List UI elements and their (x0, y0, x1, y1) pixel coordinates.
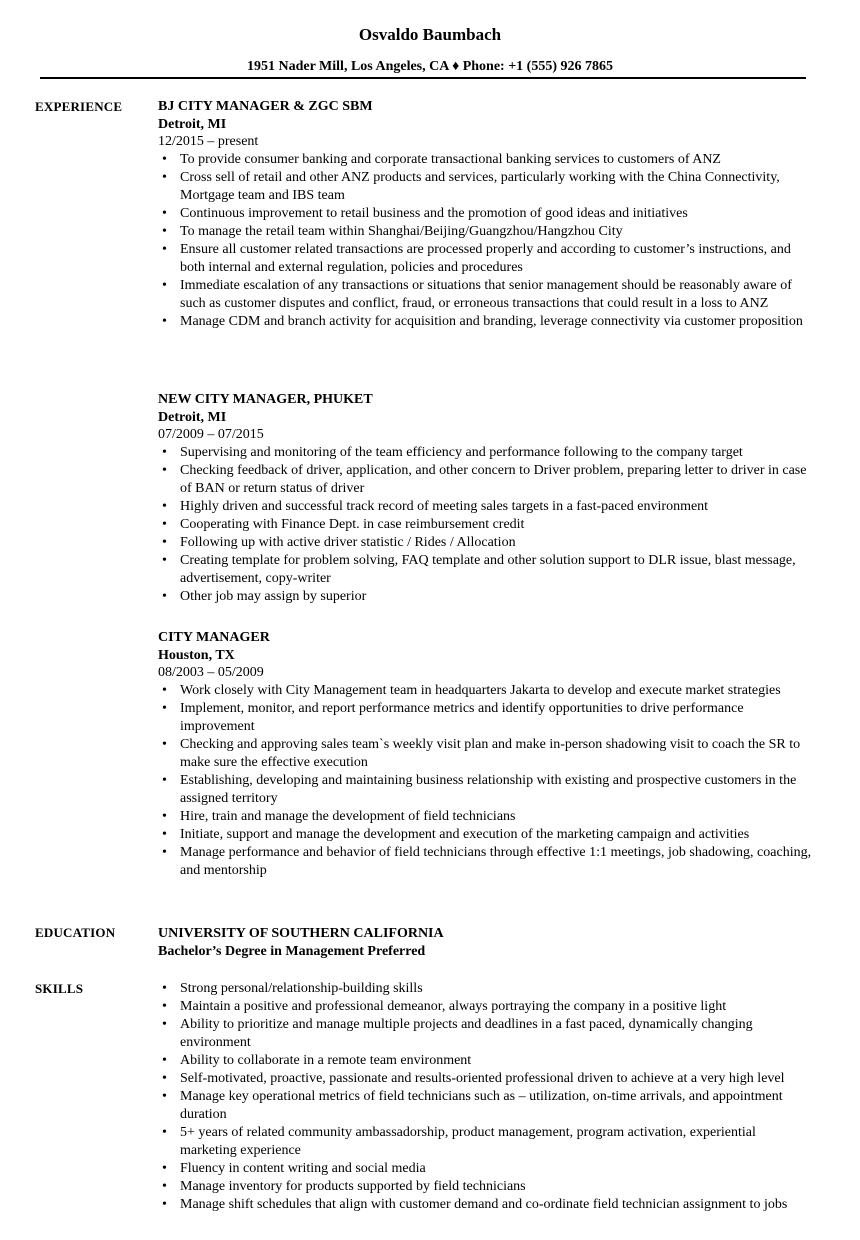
job-bullet: • Immediate escalation of any transactions or situations that senior management should be reasonably aware of such as customer disputes and conflict, fraud, or erroneous transactions that could result in a loss to ANZ (180, 277, 813, 313)
job-bullet: • Initiate, support and manage the development and execution of the marketing campaign and activities (180, 826, 813, 844)
school-name: UNIVERSITY OF SOUTHERN CALIFORNIA (158, 926, 444, 941)
job-bullet: • Other job may assign by superior (180, 588, 813, 606)
job-bullets (158, 682, 813, 880)
job-bullet: • Hire, train and manage the development of field technicians (180, 808, 813, 826)
job-bullet: • Continuous improvement to retail business and the promotion of good ideas and initiatives (180, 205, 813, 223)
skill-item: • 5+ years of related community ambassadorship, product management, program activation, experiential marketing experience (180, 1124, 813, 1160)
job-location: Houston, TX (158, 648, 235, 663)
contact-line: 1951 Nader Mill, Los Angeles, CA ♦ Phone: +1 (555) 926 7865 (246, 59, 614, 74)
job-title: CITY MANAGER (158, 630, 270, 645)
job-bullet: • Cross sell of retail and other ANZ products and services, particularly working with the China Connectivity, Mortgage team and IBS team (180, 169, 813, 205)
job-bullet: • Checking and approving sales team`s weekly visit plan and make in-person shadowing visit to coach the SR to make sure the effective execution (180, 736, 813, 772)
education-entry (158, 925, 813, 961)
job-title: BJ CITY MANAGER & ZGC SBM (158, 99, 373, 114)
skill-item: • Fluency in content writing and social media (180, 1160, 813, 1178)
job-bullet: • To provide consumer banking and corporate transactional banking services to customers of ANZ (180, 151, 813, 169)
job-bullet: • Manage CDM and branch activity for acquisition and branding, leverage connectivity via customer proposition (180, 313, 813, 331)
job-entry (158, 391, 813, 606)
job-dates: 07/2009 – 07/2015 (158, 427, 264, 442)
job-location: Detroit, MI (158, 117, 227, 132)
skills-list-container (158, 980, 813, 1214)
skill-item: • Strong personal/relationship-building skills (180, 980, 813, 998)
skill-item: • Manage inventory for products supported by field technicians (180, 1178, 813, 1196)
job-title: NEW CITY MANAGER, PHUKET (158, 392, 373, 407)
section-label-experience: EXPERIENCE (35, 99, 123, 114)
job-bullet: • Work closely with City Management team in headquarters Jakarta to develop and execute market strategies (180, 682, 813, 700)
section-label-skills: SKILLS (35, 981, 84, 996)
job-bullet: • Manage performance and behavior of field technicians through effective 1:1 meetings, job shadowing, coaching, and mentorship (180, 844, 813, 880)
skills-list (158, 980, 813, 1214)
job-bullets (158, 444, 813, 606)
job-dates: 08/2003 – 05/2009 (158, 665, 264, 680)
job-bullet: • Ensure all customer related transactions are processed properly and according to customer’s instructions, and both internal and external regulation, policies and procedures (180, 241, 813, 277)
job-entry (158, 98, 813, 331)
job-bullet: • Implement, monitor, and report performance metrics and identify opportunities to drive performance improvement (180, 700, 813, 736)
job-bullet: • Establishing, developing and maintaining business relationship with existing and prospective customers in the assigned territory (180, 772, 813, 808)
section-label-education: EDUCATION (35, 925, 116, 940)
job-bullet: • Creating template for problem solving, FAQ template and other solution support to DLR issue, blast message, advertisement, copy-writer (180, 552, 813, 588)
skill-item: • Maintain a positive and professional demeanor, always portraying the company in a positive light (180, 998, 813, 1016)
skill-item: • Manage shift schedules that align with customer demand and co-ordinate field technician assignment to jobs (180, 1196, 813, 1214)
header-divider (40, 77, 806, 79)
skill-item: • Ability to collaborate in a remote team environment (180, 1052, 813, 1070)
resume-name: Osvaldo Baumbach (358, 25, 502, 44)
job-bullet: • To manage the retail team within Shanghai/Beijing/Guangzhou/Hangzhou City (180, 223, 813, 241)
job-location: Detroit, MI (158, 410, 227, 425)
skill-item: • Ability to prioritize and manage multiple projects and deadlines in a fast paced, dynamically changing environment (180, 1016, 813, 1052)
job-bullet: • Highly driven and successful track record of meeting sales targets in a fast-paced environment (180, 498, 813, 516)
job-bullet: • Supervising and monitoring of the team efficiency and performance following to the company target (180, 444, 813, 462)
job-bullet: • Cooperating with Finance Dept. in case reimbursement credit (180, 516, 813, 534)
job-bullets (158, 151, 813, 331)
job-bullet: • Following up with active driver statistic / Rides / Allocation (180, 534, 813, 552)
job-bullet: • Checking feedback of driver, application, and other concern to Driver problem, preparing letter to driver in case of BAN or return status of driver (180, 462, 813, 498)
job-dates: 12/2015 – present (158, 134, 259, 149)
job-entry (158, 629, 813, 880)
degree: Bachelor’s Degree in Management Preferred (158, 944, 426, 959)
skill-item: • Self-motivated, proactive, passionate and results-oriented professional driven to achieve at a very high level (180, 1070, 813, 1088)
skill-item: • Manage key operational metrics of field technicians such as – utilization, on-time arrivals, and appointment duration (180, 1088, 813, 1124)
